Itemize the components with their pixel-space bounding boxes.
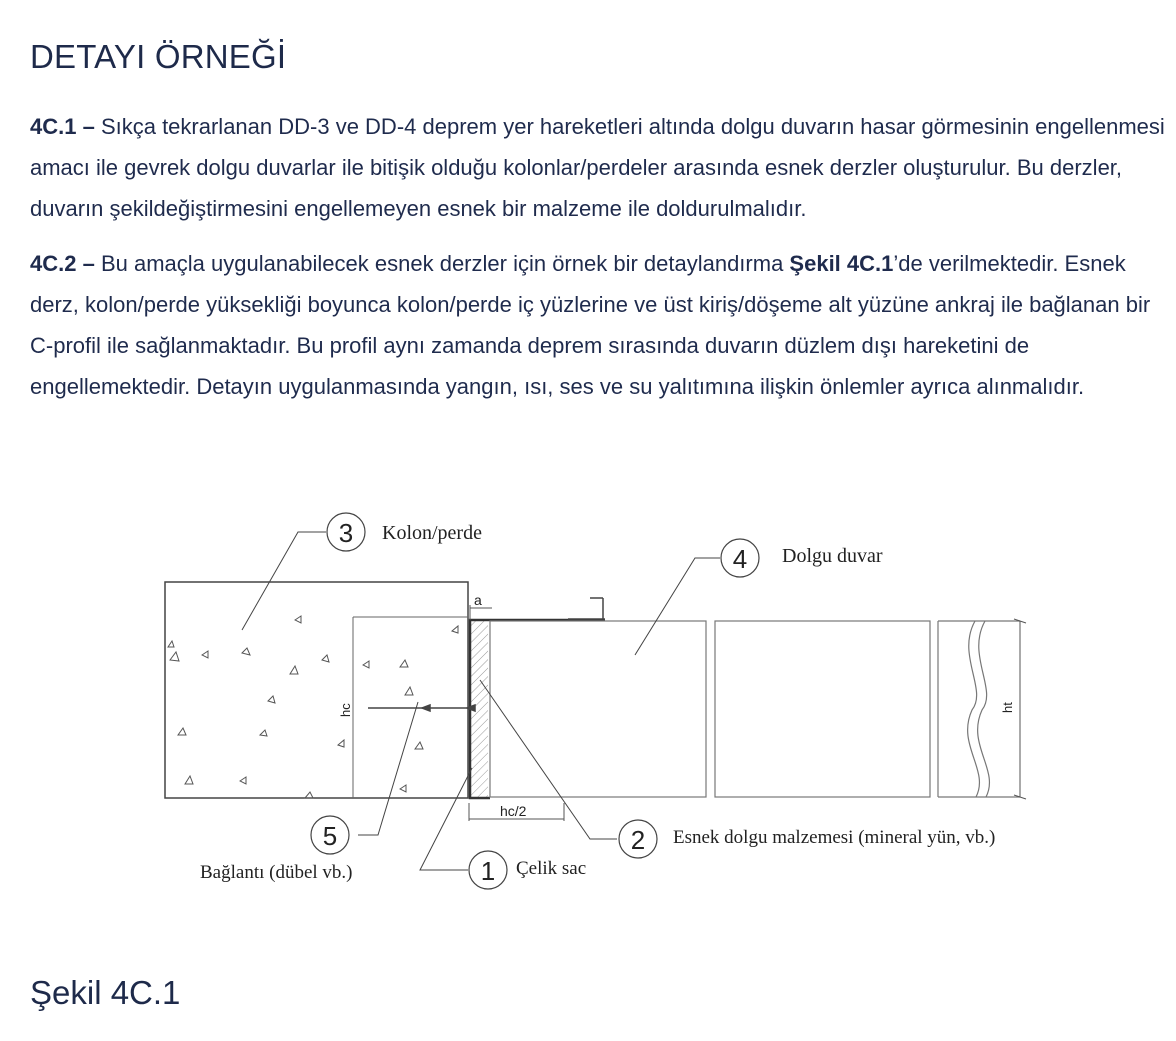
callout-text: Çelik sac <box>516 858 587 879</box>
anchor-dowel <box>368 705 475 711</box>
figure-reference-link: Şekil 4C.1 <box>789 251 894 276</box>
concrete-texture <box>168 616 458 798</box>
dimension-ht <box>1014 619 1026 799</box>
callout-text: Esnek dolgu malzemesi (mineral yün, vb.) <box>673 827 996 848</box>
callout-text: Dolgu duvar <box>782 545 883 567</box>
paragraph-text: ’de verilmektedir. Esnek derz, kolon/perde yüksekliği boyunca kolon/perde iç yüzlerine ve üst kiriş/döşeme alt yüzüne ankraj ile bağlanan bir C-profil ile sağlanmaktadır. Bu profil aynı zamanda deprem sırasında duvarın düzlem dışı hareketini de engellemektedir. Detayın uygulanmasında yangın, ısı, ses ve su yalıtımına ilişkin önlemler ayrıca alınmalıdır. <box>30 251 1151 399</box>
top-bracket <box>568 598 605 619</box>
callout-number: 3 <box>338 518 354 548</box>
callout-number: 5 <box>322 821 338 851</box>
callout-number: 2 <box>630 825 646 855</box>
infill-wall <box>490 621 1020 797</box>
paragraph-number: 4C.2 – <box>30 251 95 276</box>
callout-4 <box>721 539 883 577</box>
callout-5 <box>200 816 353 883</box>
paragraph-text: Bu amaçla uygulanabilecek esnek derzler için örnek bir detaylandırma <box>94 251 790 276</box>
callout-number: 1 <box>480 856 496 886</box>
dim-ht-label: ht <box>1000 702 1015 713</box>
figure-caption: Şekil 4C.1 <box>30 974 181 1011</box>
callout-number: 4 <box>732 544 748 574</box>
dim-a-label: a <box>474 592 482 608</box>
joint-detail-figure <box>150 505 1050 905</box>
column-body <box>165 582 468 798</box>
joint-detail-drawing <box>150 505 1050 905</box>
paragraph-number: 4C.1 – <box>30 114 95 139</box>
section-heading: DETAYI ÖRNEĞİ <box>30 38 287 75</box>
callout-3 <box>327 513 482 551</box>
dim-hc-label: hc <box>338 703 353 717</box>
paragraph-text: Sıkça tekrarlanan DD-3 ve DD-4 deprem yer hareketleri altında dolgu duvarın hasar görmesinin engellenmesi amacı ile gevrek dolgu duvarlar ile bitişik olduğu kolonlar/perdeler arasında esnek derzler oluşturulur. Bu derzler, duvarın şekildeğiştirmesini engellemeyen esnek bir malzeme ile doldurulmalıdır. <box>30 114 1165 221</box>
dim-hc2-label: hc/2 <box>500 803 527 819</box>
callout-text: Bağlantı (dübel vb.) <box>200 862 353 883</box>
callout-2 <box>619 820 995 858</box>
callout-text: Kolon/perde <box>382 522 482 544</box>
callout-1 <box>469 851 586 889</box>
paragraph-4c2 <box>30 243 1170 407</box>
paragraph-4c1 <box>30 106 1170 229</box>
